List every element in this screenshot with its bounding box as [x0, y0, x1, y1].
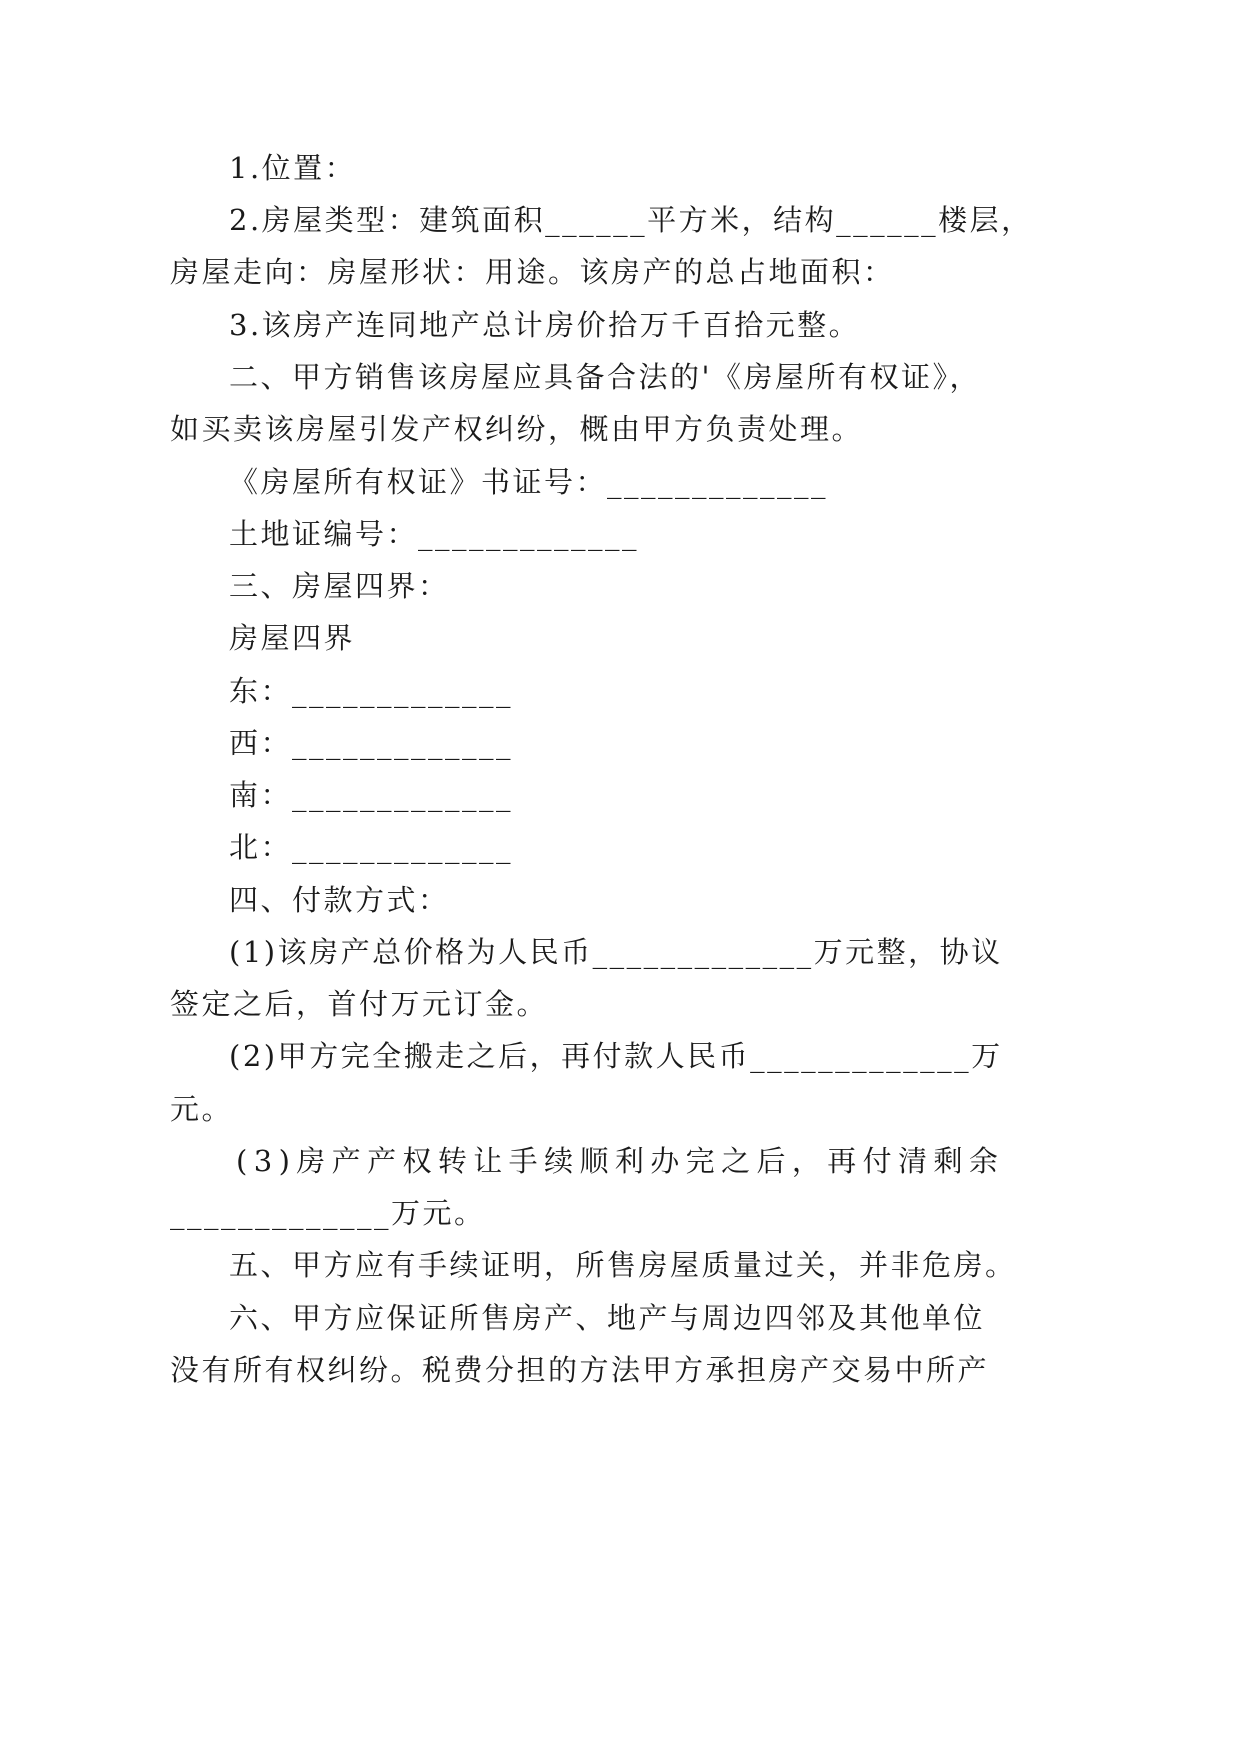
text-line-7: 《房屋所有权证》书证号：_____________ [229, 465, 829, 499]
text-line-11: 东：_____________ [229, 674, 514, 708]
text-line-12: 西：_____________ [229, 726, 514, 760]
text-line-8: 土地证编号：_____________ [229, 517, 640, 551]
text-line-5: 二、甲方销售该房屋应具备合法的'《房屋所有权证》， [229, 360, 981, 394]
text-line-24: 没有所有权纠纷。税费分担的方法甲方承担房产交易中所产 [170, 1353, 990, 1387]
text-line-18: (2)甲方完全搬走之后，再付款人民币_____________万 [229, 1039, 1003, 1073]
text-line-3: 房屋走向：房屋形状：用途。该房产的总占地面积： [170, 255, 895, 289]
text-line-21: _____________万元。 [170, 1196, 486, 1230]
text-line-14: 北：_____________ [229, 830, 514, 864]
text-line-23: 六、甲方应保证所售房产、地产与周边四邻及其他单位 [229, 1301, 986, 1335]
text-line-22: 五、甲方应有手续证明，所售房屋质量过关，并非危房。 [229, 1248, 1017, 1282]
text-line-4: 3.该房产连同地产总计房价拾万千百拾元整。 [229, 308, 861, 342]
text-line-19: 元。 [170, 1092, 234, 1126]
text-line-9: 三、房屋四界： [229, 569, 450, 603]
text-line-17: 签定之后，首付万元订金。 [170, 987, 549, 1021]
text-line-13: 南：_____________ [229, 778, 514, 812]
text-line-16: (1)该房产总价格为人民币_____________万元整，协议 [229, 935, 1003, 969]
text-line-6: 如买卖该房屋引发产权纠纷，概由甲方负责处理。 [170, 412, 864, 446]
text-line-10: 房屋四界 [229, 621, 356, 655]
text-line-15: 四、付款方式： [229, 883, 450, 917]
text-line-2: 2.房屋类型：建筑面积______平方米，结构______楼层， [229, 203, 1033, 237]
text-line-1: 1.位置： [229, 151, 357, 185]
text-line-20: (3)房产产权转让手续顺利办完之后，再付清剩余 [236, 1144, 1005, 1178]
